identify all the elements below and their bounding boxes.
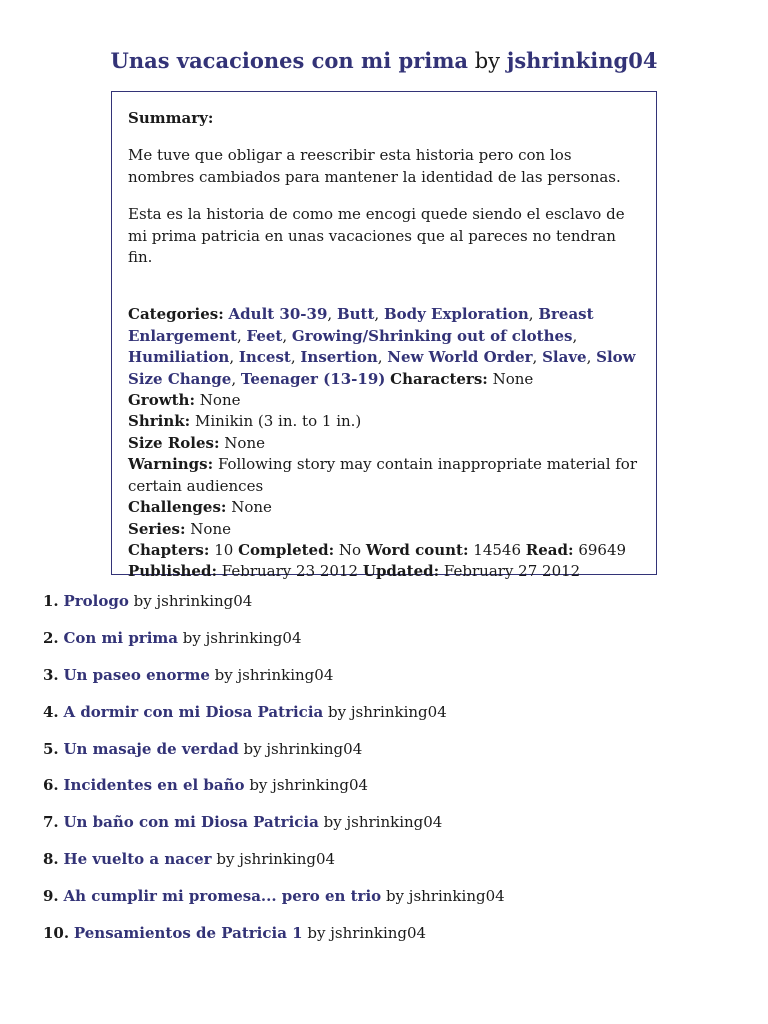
chapter-item [43, 775, 743, 812]
chapter-author: by jshrinking04 [323, 813, 443, 832]
chapter-title-link[interactable]: Prologo [63, 592, 129, 610]
chapter-item [43, 739, 743, 776]
chapter-number: 8. [43, 850, 59, 869]
chapter-title-link[interactable]: A dormir con mi Diosa Patricia [63, 702, 324, 721]
series-label: Series: [128, 519, 186, 538]
chapter-number: 6. [43, 776, 59, 795]
updated-label: Updated: [362, 562, 440, 581]
category-link[interactable]: Slave [542, 348, 587, 367]
size-roles-label: Size Roles: [128, 433, 220, 452]
categories-list: Adult 30-39, Butt, Body Exploration, Breast Enlargement, Feet, Growing/Shrinking out of clothes, Humiliation, Incest, Insertion, New World Order, Slave, Slow Size Change, Teenager (13-19) [128, 305, 636, 388]
published-value: February 23 2012 [221, 562, 359, 581]
chapter-author: by jshrinking04 [182, 628, 302, 647]
warnings-row [128, 454, 640, 497]
published-label: Published: [128, 562, 217, 581]
chapter-list [43, 591, 743, 960]
shrink-label: Shrink: [128, 412, 191, 431]
story-title-link[interactable]: Unas vacaciones con mi prima [110, 48, 469, 73]
chapter-item [43, 591, 743, 628]
author-link[interactable]: jshrinking04 [506, 48, 658, 73]
read-value: 69649 [578, 540, 627, 559]
chapter-author: by jshrinking04 [243, 739, 363, 758]
by-word: by [474, 49, 501, 73]
chapter-item [43, 923, 743, 960]
story-header [0, 46, 768, 76]
chapter-number: 3. [43, 665, 59, 684]
category-link[interactable]: Adult 30-39 [228, 305, 328, 324]
challenges-value: None [231, 498, 272, 517]
chapter-number: 4. [43, 702, 59, 721]
chapter-item [43, 886, 743, 923]
chapter-number: 9. [43, 887, 59, 906]
warnings-label: Warnings: [128, 455, 214, 474]
category-link[interactable]: Humiliation [128, 348, 230, 367]
read-label: Read: [525, 540, 574, 559]
chapter-author: by jshrinking04 [249, 776, 369, 795]
chapter-number: 10. [43, 924, 70, 943]
growth-label: Growth: [128, 391, 196, 410]
shrink-row [128, 411, 640, 432]
growth-row [128, 390, 640, 411]
chapter-item [43, 702, 743, 739]
chapter-number: 5. [43, 739, 59, 758]
shrink-value: Minikin (3 in. to 1 in.) [194, 412, 362, 431]
stats-row [128, 540, 640, 561]
chapter-title-link[interactable]: Ah cumplir mi promesa... pero en trio [63, 887, 382, 906]
characters-value: None [492, 369, 534, 388]
category-link[interactable]: Incest [238, 348, 291, 367]
chapter-title-link[interactable]: Un paseo enorme [63, 665, 210, 684]
chapter-author: by jshrinking04 [328, 702, 447, 721]
updated-value: February 27 2012 [443, 562, 581, 581]
category-link[interactable]: Slow Size Change [128, 348, 636, 388]
chapter-title-link[interactable]: Con mi prima [63, 628, 178, 647]
chapter-title-link[interactable]: Un masaje de verdad [63, 739, 239, 758]
series-row [128, 519, 640, 540]
category-link[interactable]: Body Exploration [383, 305, 529, 324]
summary-paragraph-1: Me tuve que obligar a reescribir esta historia pero con los nombres cambiados para mantener la identidad de las personas. [128, 146, 621, 186]
series-value: None [190, 519, 231, 538]
story-metadata [128, 304, 640, 582]
word-count-label: Word count: [365, 540, 469, 559]
category-link[interactable]: New World Order [387, 348, 533, 367]
characters-label: Characters: [390, 369, 488, 388]
chapter-author: by jshrinking04 [385, 887, 505, 906]
completed-value: No [338, 540, 362, 559]
warnings-value: Following story may contain inappropriate material for certain audiences [128, 455, 638, 495]
categories-label: Categories: [128, 305, 224, 324]
chapter-number: 7. [43, 813, 59, 832]
category-link[interactable]: Feet [246, 326, 283, 345]
chapter-author: by jshrinking04 [216, 850, 336, 869]
chapter-item [43, 812, 743, 849]
growth-value: None [199, 391, 241, 410]
chapter-author: by jshrinking04 [133, 592, 253, 610]
category-link[interactable]: Butt [336, 305, 375, 324]
chapter-title-link[interactable]: Pensamientos de Patricia 1 [73, 924, 303, 943]
chapter-title-link[interactable]: He vuelto a nacer [63, 850, 212, 869]
completed-label: Completed: [238, 540, 335, 559]
size-roles-row [128, 433, 640, 454]
summary-label: Summary: [128, 109, 214, 127]
story-info-box [111, 91, 657, 581]
category-link[interactable]: Breast Enlargement [128, 305, 594, 345]
categories-row [128, 304, 640, 390]
category-link[interactable]: Insertion [300, 348, 378, 367]
challenges-row [128, 497, 640, 518]
chapter-title-link[interactable]: Incidentes en el baño [63, 776, 245, 795]
chapter-number: 1. [43, 592, 59, 610]
chapter-title-link[interactable]: Un baño con mi Diosa Patricia [63, 813, 319, 832]
chapter-author: by jshrinking04 [307, 924, 427, 943]
chapter-number: 2. [43, 628, 59, 647]
category-link[interactable]: Teenager (13-19) [240, 369, 386, 388]
dates-row [128, 561, 640, 582]
size-roles-value: None [224, 433, 265, 452]
chapter-item [43, 665, 743, 702]
chapters-value: 10 [214, 540, 234, 559]
category-link[interactable]: Growing/Shrinking out of clothes [291, 326, 573, 345]
chapter-item [43, 849, 743, 886]
summary-paragraph-2: Esta es la historia de como me encogi quede siendo el esclavo de mi prima patricia en unas vacaciones que al pareces no tendran fin. [128, 205, 625, 267]
word-count-value: 14546 [473, 540, 521, 559]
challenges-label: Challenges: [128, 498, 227, 517]
chapters-label: Chapters: [128, 540, 210, 559]
chapter-item [43, 628, 743, 665]
chapter-author: by jshrinking04 [214, 665, 334, 684]
